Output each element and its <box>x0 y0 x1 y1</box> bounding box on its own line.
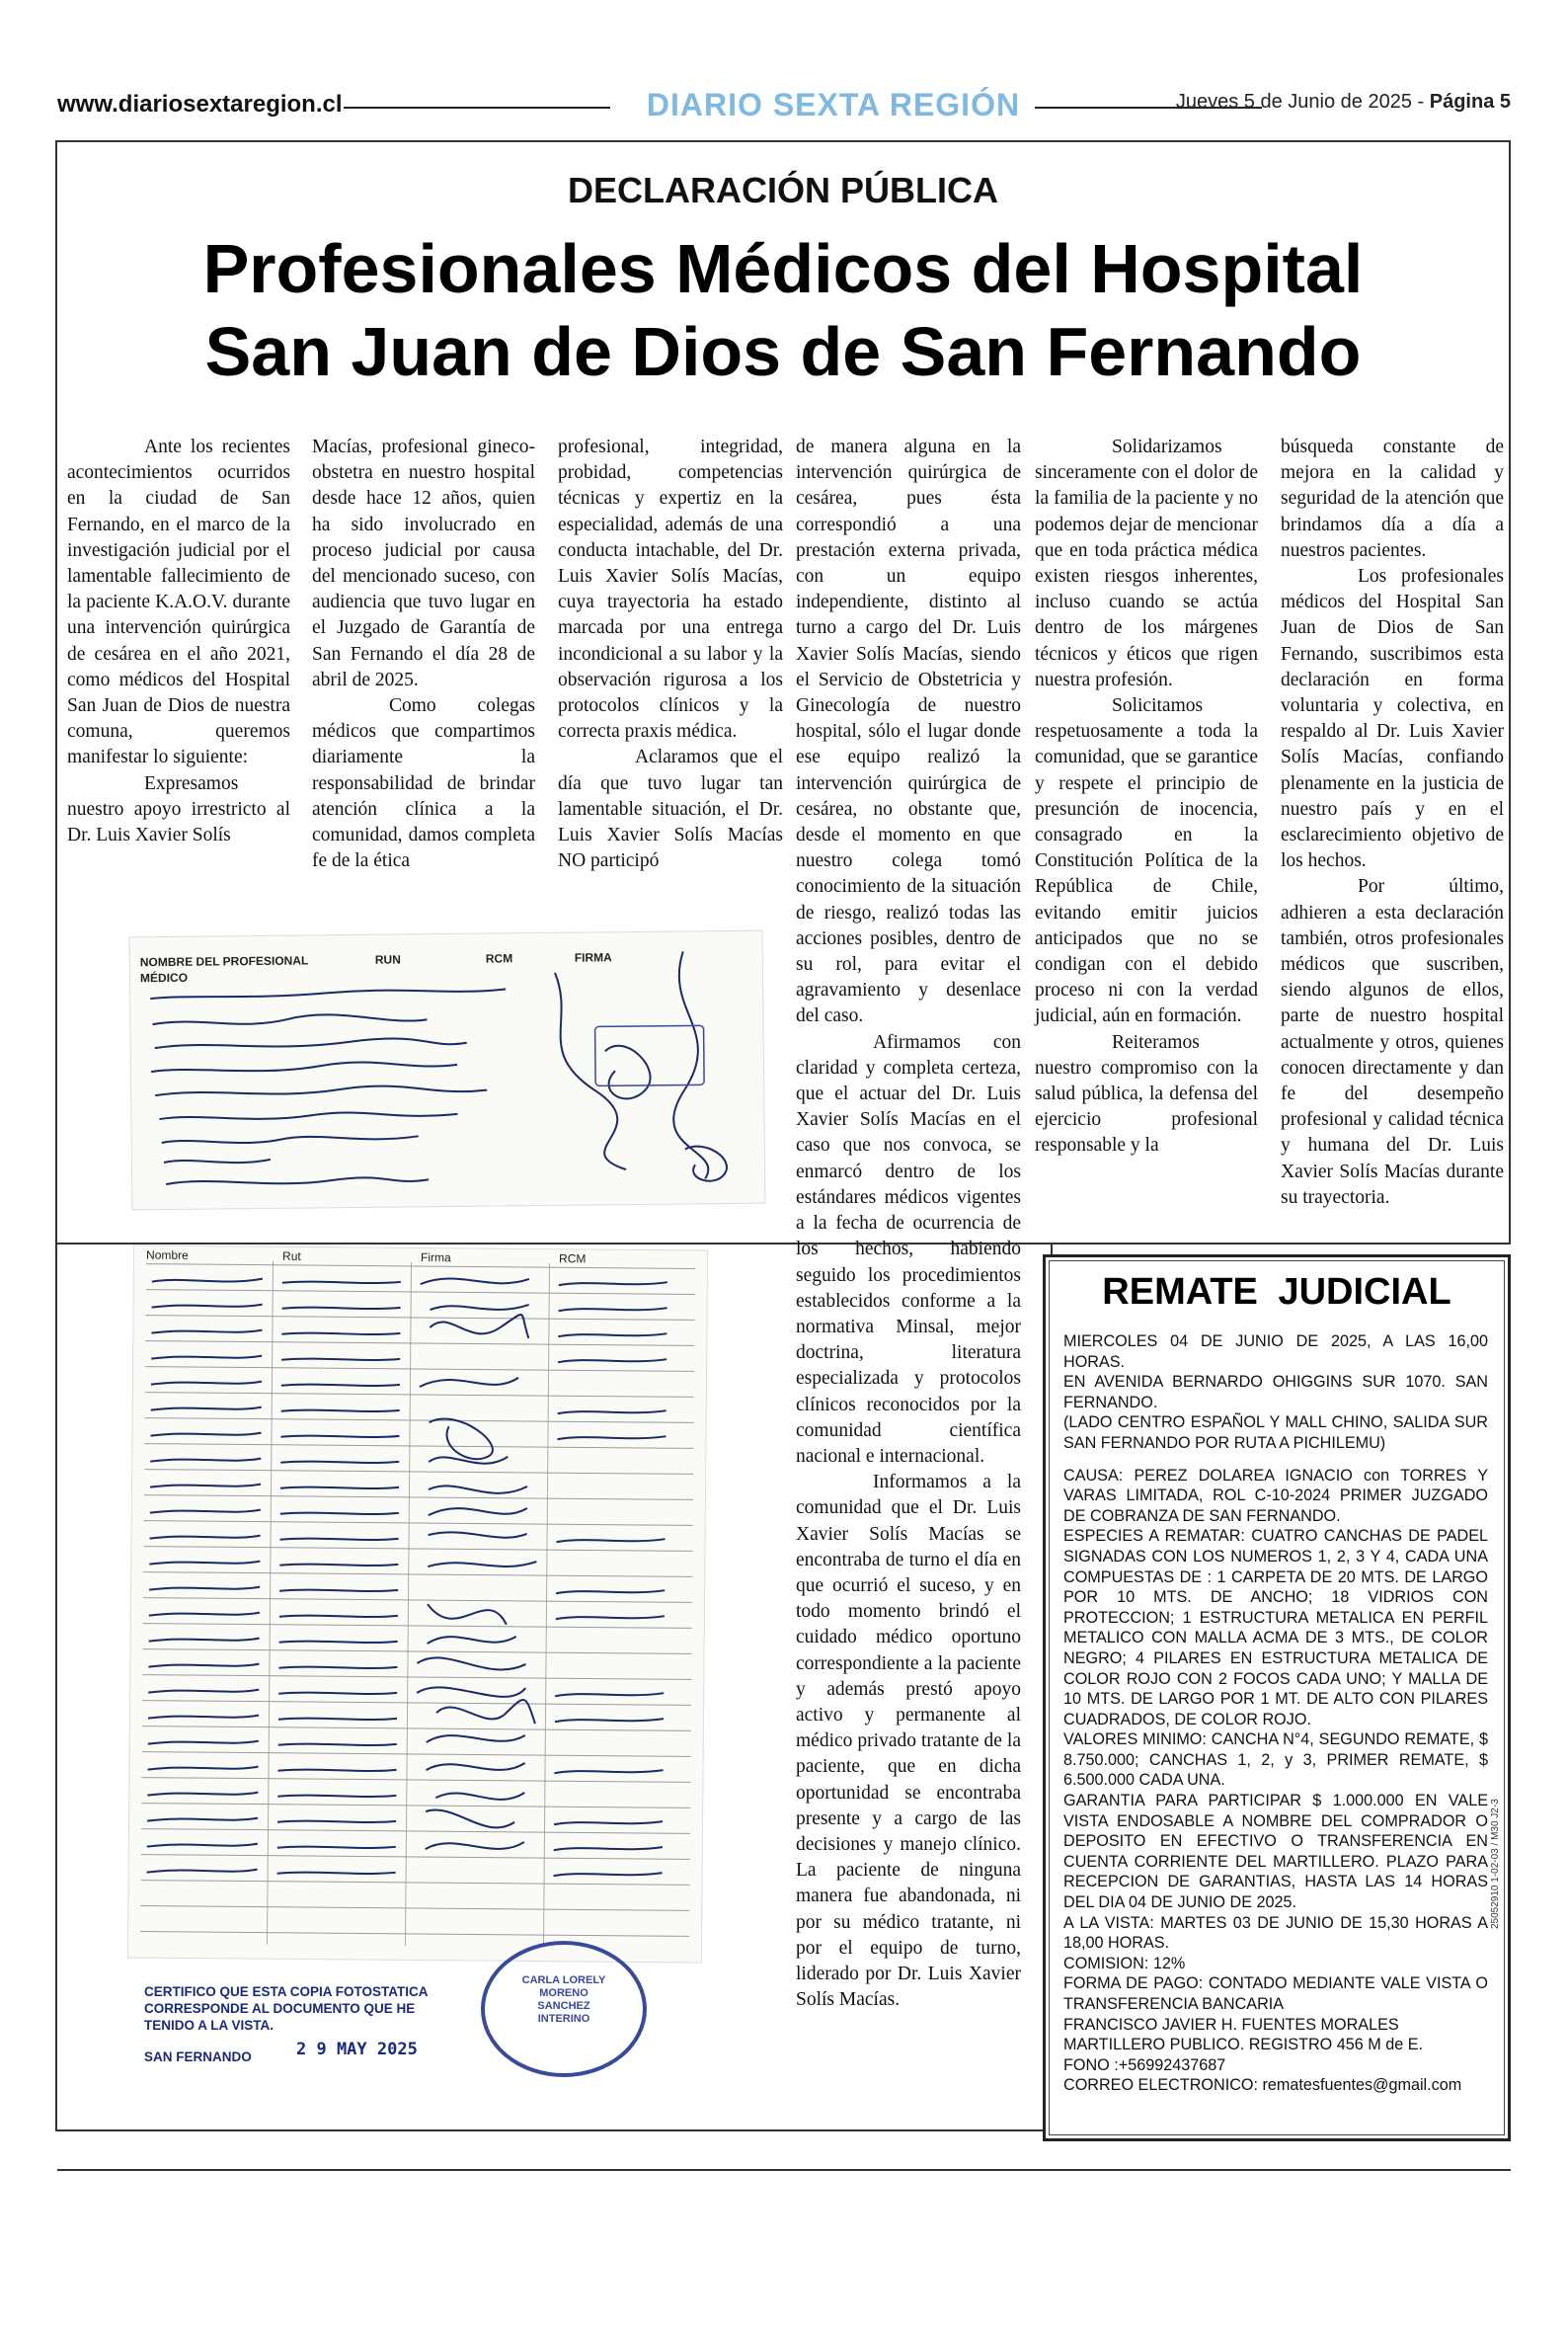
article-column-5 <box>1035 435 1258 1160</box>
paragraph: Solidarizamos sinceramente con el dolor de la familia de la paciente y no podemos dejar de mencionar que en toda práctica médica existen riesgos inherentes, incluso cuando se actúa dentro de los márgenes técnicos y éticos que rigen nuestra profesión. <box>1035 437 1258 690</box>
signature-sheet-1 <box>129 930 766 1211</box>
ad-code: 25052910 1-02-03 / M30 J2-3 <box>1490 1799 1501 1929</box>
auction-paragraph: MIERCOLES 04 DE JUNIO DE 2025, A LAS 16,00 HORAS. <box>1063 1332 1488 1371</box>
column-header: NOMBRE DEL PROFESIONAL <box>139 953 309 970</box>
handwritten-signatures-graphic <box>128 1245 707 1962</box>
seal-text: CARLA LORELY MORENO SANCHEZ INTERINO <box>521 1974 606 2025</box>
auction-title: REMATE JUDICIAL <box>1102 1271 1451 1313</box>
article-column-1 <box>67 435 290 848</box>
column-header: Firma <box>421 1250 451 1265</box>
auction-paragraph: COMISION: 12% <box>1063 1954 1186 1972</box>
column-header: RCM <box>485 951 513 966</box>
headline-line: San Juan de Dios de San Fernando <box>204 313 1362 390</box>
column-header: RUN <box>374 952 401 967</box>
certify-line: TENIDO A LA VISTA. <box>144 2018 274 2033</box>
certify-line: CORRESPONDE AL DOCUMENTO QUE HE <box>144 2001 416 2016</box>
issue-date <box>1176 91 1511 114</box>
headline-line: Profesionales Médicos del Hospital <box>202 230 1364 307</box>
date-text: Jueves 5 de Junio de 2025 - <box>1175 91 1430 113</box>
page-header <box>57 87 1511 126</box>
paragraph: Informamos a la comunidad que el Dr. Luis Xavier Solís Macías se encontraba de turno el día en que ocurrió el suceso, y en todo momento brindó el cuidado médico oportuno correspondiente a la paciente y además prestó apoyo activo y permanente al médico privado tratante de la paciente, que en dicha oportunidad se encontraba presente y a cargo de las decisiones y manejo clínico. La paciente de ninguna manera fue abandonada, ni por su médico tratante, ni por el equipo de turno, liderado por Dr. Luis Xavier Solís Macías. <box>796 1472 1021 2011</box>
paragraph: Por último, adhieren a esta declaración también, otros profesionales médicos que suscriben, siendo algunos de ellos, parte de nuestro hospital actualmente y otros, quienes conocen directamente y dan fe del desempeño profesional y calidad técnica y humana del Dr. Luis Xavier Solís Macías durante su trayectoria. <box>1281 876 1504 1208</box>
article-headline <box>55 227 1511 393</box>
auction-email[interactable]: CORREO ELECTRONICO: rematesfuentes@gmail.com <box>1063 2076 1462 2095</box>
auction-notice <box>1043 1254 1511 2141</box>
auction-paragraph: VALORES MINIMO: CANCHA N°4, SEGUNDO REMATE, $ 8.750.000; CANCHAS 1, 2, y 3, PRIMER REMATE, $ 6.500.000 CADA UNA. <box>1063 1730 1488 1790</box>
notary-seal <box>481 1941 647 2077</box>
handwritten-signatures-graphic <box>130 931 765 1210</box>
paragraph: de manera alguna en la intervención quirúrgica de cesárea, pues ésta correspondió a una prestación externa privada, con un equipo independiente, distinto al turno a cargo del Dr. Luis Xavier Solís Macías, siendo el Servicio de Obstetricia y Ginecología de nuestro hospital, sólo el lugar donde ese equipo realizó la intervención quirúrgica de cesárea, no obstante que, desde el momento en que nuestro colega tomó conocimiento de la situación de riesgo, realizó todas las acciones posibles, dentro de su rol, para evitar el agravamiento y desenlace del caso. <box>796 437 1021 1027</box>
paragraph: búsqueda constante de mejora en la calidad y seguridad de la atención que brindamos día a día a nuestros pacientes. <box>1281 437 1504 561</box>
paragraph: Solicitamos respetuosamente a toda la comunidad, que se garantice y respete el principio de presunción de inocencia, consagrado en la Constitución Política de la República de Chile, evitando emitir juicios anticipados que no se condigan con el debido proceso ni con la verdad judicial, aún en formación. <box>1035 695 1258 1027</box>
column-header: FIRMA <box>574 950 612 965</box>
auction-paragraph: GARANTIA PARA PARTICIPAR $ 1.000.000 EN VALE VISTA ENDOSABLE A NOMBRE DEL COMPRADOR O DEPOSITO EN EFECTIVO O TRANSFERENCIA EN CUENTA CORRIENTE DEL MARTILLERO. PLAZO PARA RECEPCION DE GARANTIAS, HASTA LAS 14 HORAS DEL DIA 04 DE JUNIO DE 2025. <box>1063 1792 1488 1912</box>
site-url[interactable]: www.diariosextaregion.cl <box>57 91 343 118</box>
certification-stamp-text <box>144 1983 429 2034</box>
paragraph: Reiteramos nuestro compromiso con la salud pública, la defensa del ejercicio profesional responsable y la <box>1035 1031 1258 1157</box>
footer-rule <box>57 2169 1511 2171</box>
column-header: MÉDICO <box>139 970 189 986</box>
paragraph: profesional, integridad, probidad, competencias técnicas y expertiz en la especialidad, además de una conducta intachable, del Dr. Luis Xavier Solís Macías, cuya trayectoria ha estado marcada por una entrega incondicional a su labor y la observación rigurosa a los protocolos clínicos y la correcta praxis médica. <box>558 437 783 743</box>
auction-paragraph: FONO :+56992437687 <box>1063 2055 1226 2074</box>
article-kicker: DECLARACIÓN PÚBLICA <box>568 170 998 210</box>
signature-sheets-photo <box>130 933 762 2133</box>
certify-city: SAN FERNANDO <box>144 2049 252 2064</box>
auction-paragraph: FORMA DE PAGO: CONTADO MEDIANTE VALE VISTA O TRANSFERENCIA BANCARIA <box>1063 1974 1488 2013</box>
article-column-4 <box>796 435 1021 2013</box>
auction-paragraph: A LA VISTA: MARTES 03 DE JUNIO DE 15,30 HORAS A 18,00 HORAS. <box>1063 1913 1488 1953</box>
auction-paragraph: ESPECIES A REMATAR: CUATRO CANCHAS DE PADEL SIGNADAS CON LOS NUMEROS 1, 2, 3 Y 4, CADA UNA COMPUESTAS DE : 1 CARPETA DE 20 MTS. DE LARGO POR 10 MTS. DE ANCHO; 18 VIDRIOS CON PROTECCION; 1 ESTRUCTURA METALICA EN PERFIL METALICO CON MALLA ACMA DE 3 MTS., DE COLOR NEGRO; 4 PILARES EN ESTRUCTURA METALICA DE COLOR ROJO CON 2 FOCOS CADA UNO; Y MALLA DE 10 MTS. DE LARGO POR 1 MT. DE ALTO CON PILARES CUADRADOS, DE COLOR ROJO. <box>1063 1527 1488 1728</box>
auction-body <box>1063 1331 1488 2096</box>
paragraph: Como colegas médicos que compartimos diariamente la responsabilidad de brindar atención clínica a la comunidad, damos completa fe de la ética <box>312 695 535 872</box>
spacer <box>1063 1454 1488 1466</box>
signature-sheet-2 <box>127 1245 708 1963</box>
paragraph: Ante los recientes acontecimientos ocurridos en la ciudad de San Fernando, en el marco de la investigación judicial por el lamentable fallecimiento de la paciente K.A.O.V. durante una intervención quirúrgica de cesárea en el año 2021, como médicos del Hospital San Juan de Dios de nuestra comuna, queremos manifestar lo siguiente: <box>67 437 290 768</box>
auction-paragraph: CAUSA: PEREZ DOLAREA IGNACIO con TORRES Y VARAS LIMITADA, ROL C-10-2024 PRIMER JUZGADO DE COBRANZA DE SAN FERNANDO. <box>1063 1466 1488 1525</box>
auction-paragraph: FRANCISCO JAVIER H. FUENTES MORALES <box>1063 2015 1399 2034</box>
column-header: Rut <box>282 1248 301 1263</box>
auction-paragraph: MARTILLERO PUBLICO. REGISTRO 456 M de E. <box>1063 2036 1424 2054</box>
column-header: RCM <box>558 1251 587 1266</box>
column-header: Nombre <box>146 1247 189 1262</box>
certify-date: 2 9 MAY 2025 <box>296 2040 418 2059</box>
header-rule-left <box>344 107 610 109</box>
paragraph: Aclaramos que el día que tuvo lugar tan lamentable situación, el Dr. Luis Xavier Solís Macías NO participó <box>558 747 783 872</box>
paragraph: Macías, profesional gineco-obstetra en nuestro hospital desde hace 12 años, quien ha sido involucrado en proceso judicial por causa del mencionado suceso, con audiencia que tuvo lugar en el Juzgado de Garantía de San Fernando el día 28 de abril de 2025. <box>312 437 535 690</box>
certify-line: CERTIFICO QUE ESTA COPIA FOTOSTATICA <box>144 1984 429 1999</box>
newspaper-name: DIARIO SEXTA REGIÓN <box>646 87 1021 122</box>
paragraph: Expresamos nuestro apoyo irrestricto al Dr. Luis Xavier Solís <box>67 772 290 846</box>
article-column-6 <box>1281 435 1504 1211</box>
auction-paragraph: (LADO CENTRO ESPAÑOL Y MALL CHINO, SALIDA SUR SAN FERNANDO POR RUTA A PICHILEMU) <box>1063 1413 1488 1452</box>
article-column-3 <box>558 435 783 874</box>
article-column-2 <box>312 435 535 874</box>
frame-rule <box>55 1243 57 2131</box>
paragraph: Afirmamos con claridad y completa certeza, que el actuar del Dr. Luis Xavier Solís Macías en el caso que nos convoca, se enmarcó dentro de los estándares médicos vigentes a la fecha de ocurrencia de los hechos, habiendo seguido los procedimientos establecidos conforme a la normativa Minsal, mejor doctrina, literatura especializada y protocolos clínicos reconocidos por la comunidad científica nacional e internacional. <box>796 1031 1021 1467</box>
auction-paragraph: EN AVENIDA BERNARDO OHIGGINS SUR 1070. SAN FERNANDO. <box>1063 1373 1488 1411</box>
page-number: Página 5 <box>1429 91 1511 113</box>
paragraph: Los profesionales médicos del Hospital San Juan de Dios de San Fernando, suscribimos esta declaración en forma voluntaria y colectiva, en respaldo al Dr. Luis Xavier Solís Macías, confiando plenamente en la justicia de nuestro país y en el esclarecimiento objetivo de los hechos. <box>1281 566 1504 872</box>
